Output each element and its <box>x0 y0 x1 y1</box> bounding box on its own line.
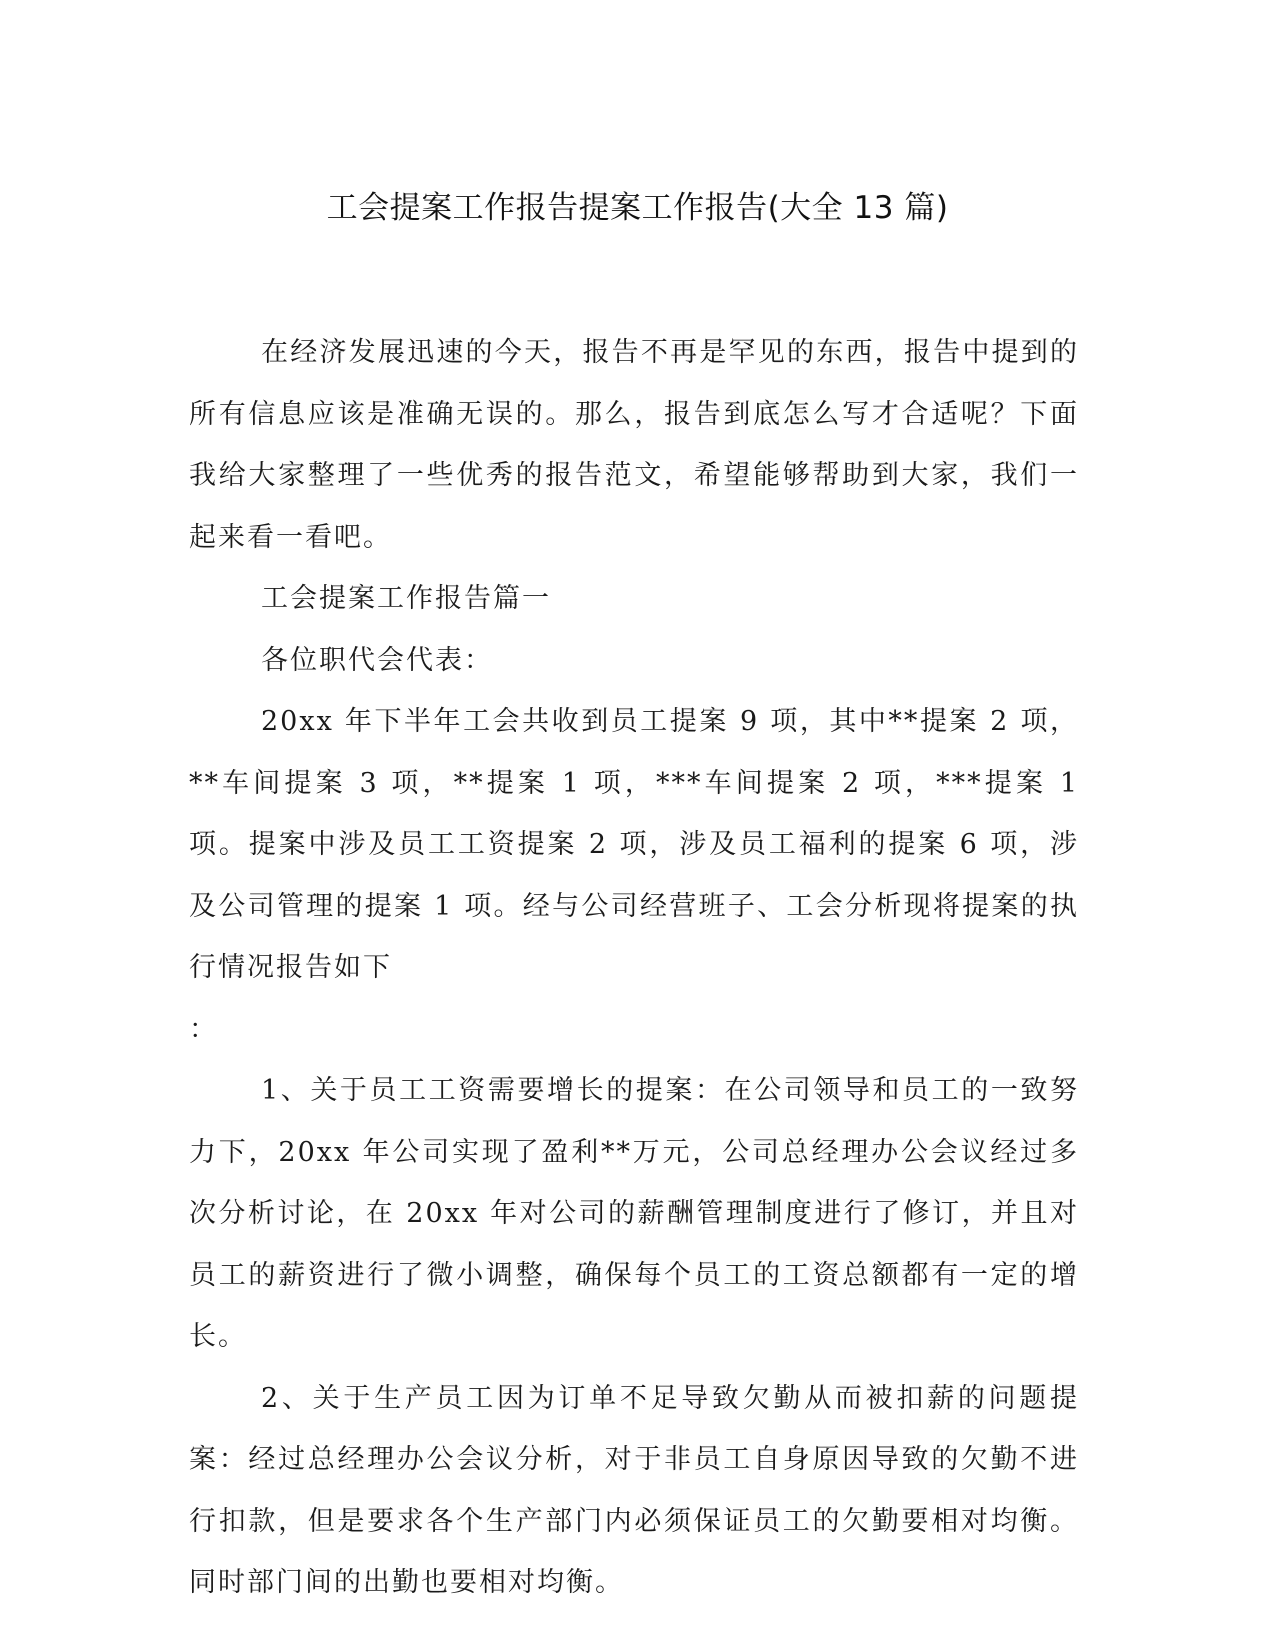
salutation: 各位职代会代表： <box>261 644 493 676</box>
section-heading: 工会提案工作报告篇一 <box>261 583 551 614</box>
document-title: 工会提案工作报告提案工作报告(大全 13 篇) <box>326 190 949 226</box>
document-body <box>189 322 1079 1614</box>
item-2-paragraph: 2、关于生产员工因为订单不足导致欠勤从而被扣薪的问题提案：经过总经理办公会议分析，对于非员工自身原因导致的欠勤不进行扣款，但是要求各个生产部门内必须保证员工的欠勤要相对均衡。同时部门间的出勤也要相对均衡。 <box>189 1382 1079 1598</box>
intro-paragraph: 在经济发展迅速的今天，报告不再是罕见的东西，报告中提到的所有信息应该是准确无误的。那么，报告到底怎么写才合适呢？下面我给大家整理了一些优秀的报告范文，希望能够帮助到大家，我们一起来看一看吧。 <box>189 337 1079 553</box>
summary-paragraph: 20xx 年下半年工会共收到员工提案 9 项，其中**提案 2 项，**车间提案 3 项，**提案 1 项，***车间提案 2 项，***提案 1 项。提案中涉及员工工资提案 2 项，涉及员工福利的提案 6 项，涉及公司管理的提案 1 项。经与公司经营班子、工会分析现将提案的执行情况报告如下 <box>189 706 1079 983</box>
summary-tail-punctuation: ： <box>189 1013 218 1045</box>
item-1-paragraph: 1、关于员工工资需要增长的提案：在公司领导和员工的一致努力下，20xx 年公司实现了盈利**万元，公司总经理办公会议经过多次分析讨论，在 20xx 年对公司的薪酬管理制度进行了修订，并且对员工的薪资进行了微小调整，确保每个员工的工资总额都有一定的增长。 <box>189 1075 1079 1352</box>
